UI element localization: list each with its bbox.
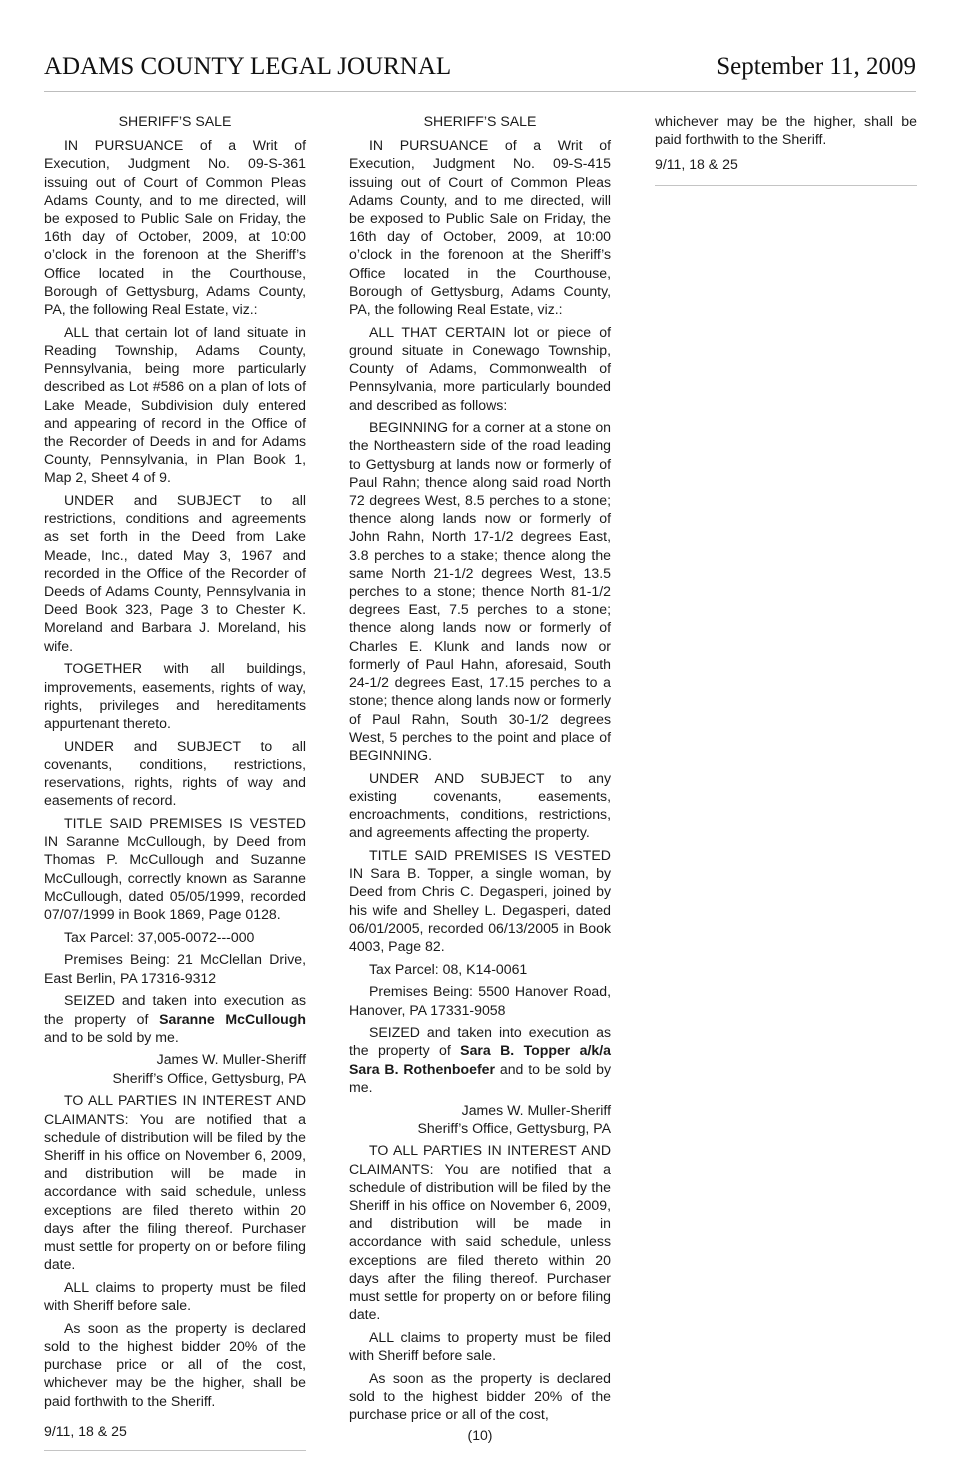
title-vested-paragraph: TITLE SAID PREMISES IS VESTED IN Saranne McCullough, by Deed from Thomas P. McCullough and Suzanne McCullough, correctly known as Saranne McCullough, dated 05/05/1999, recorded 07/07/1999 in Book 1869, Page 0128. bbox=[44, 815, 306, 923]
sheriff-office: Sheriff’s Office, Gettysburg, PA bbox=[417, 1119, 611, 1136]
appurtenances-paragraph: TOGETHER with all buildings, improvements, easements, rights of way, rights, privileges and hereditaments appurtenant thereto. bbox=[44, 660, 306, 731]
metes-and-bounds: BEGINNING for a corner at a stone on the Northeastern side of the road leading to Gettysburg at lands now or formerly of Paul Rahn; thence along said road North 72 degrees West, 8.5 perches to a stone; thence along lands now or formerly of John Rahn, North 17-1/2 degrees East, 3.8 perches to a stake; thence along the same North 21-1/2 degrees West, 13.5 perches to a stone; thence North 81-1/2 degrees East, 7.5 perches to a stone; thence along lands now or formerly of Charles E. Klunk and lands now or formerly of Paul Hahn, aforesaid, South 24-1/2 degrees East, 17.15 perches to a stone; thence along lands now or formerly of Paul Rahn, South 30-1/2 degrees West, 5 perches to the point and place of BEGINNING. bbox=[349, 419, 611, 763]
claimants-notice: TO ALL PARTIES IN INTEREST AND CLAIMANTS: You are notified that a schedule of distribution will be filed by the Sheriff in his office on November 6, 2009, and distribution will be made in accordance with said schedule, unless exceptions are filed thereto within 20 days after the filing thereof. Purchaser must settle for property on or before filing date. bbox=[44, 1092, 306, 1273]
payment-terms: As soon as the property is declared sold to the highest bidder 20% of the purchase price or all of the cost, whichever may be the higher, shall be paid forthwith to the Sheriff. bbox=[44, 1319, 306, 1409]
publication-dates: 9/11, 18 & 25 bbox=[44, 1422, 127, 1439]
premises-address: Premises Being: 5500 Hanover Road, Hanover, PA 17331-9058 bbox=[349, 983, 611, 1018]
premises-address: Premises Being: 21 McClellan Drive, East Berlin, PA 17316-9312 bbox=[44, 951, 306, 986]
page-number: (10) bbox=[467, 1427, 493, 1443]
sale-heading: SHERIFF’S SALE bbox=[118, 113, 232, 129]
notice-end-divider bbox=[655, 185, 917, 186]
sheriff-office: Sheriff’s Office, Gettysburg, PA bbox=[112, 1069, 306, 1086]
claims-paragraph: ALL claims to property must be filed with Sheriff before sale. bbox=[44, 1278, 306, 1314]
sheriff-name: James W. Muller-Sheriff bbox=[156, 1051, 306, 1068]
claimants-notice: TO ALL PARTIES IN INTEREST AND CLAIMANTS: You are notified that a schedule of distribution will be filed by the Sheriff in his office on November 6, 2009, and distribution will be made in accordance with said schedule, unless exceptions are filed thereto within 20 days after the filing thereof. Purchaser must settle for property on or before filing date. bbox=[349, 1142, 611, 1323]
publication-dates: 9/11, 18 & 25 bbox=[655, 156, 738, 173]
property-description: ALL THAT CERTAIN lot or piece of ground situate in Conewago Township, County of Adams, Commonwealth of Pennsylvania, more particularly bounded and described as follows: bbox=[349, 323, 611, 413]
journal-title: ADAMS COUNTY LEGAL JOURNAL bbox=[44, 53, 452, 80]
notice-end-divider bbox=[44, 1450, 306, 1451]
defendant-name: Saranne McCullough bbox=[159, 1010, 307, 1027]
title-vested-paragraph: TITLE SAID PREMISES IS VESTED IN Sara B. Topper, a single woman, by Deed from Chris C. Degasperi, joined by his wife and Shelley L. Degasperi, dated 06/01/2005, recorded 06/13/2005 in Book 4003, Page 82. bbox=[349, 846, 611, 954]
pursuance-paragraph: IN PURSUANCE of a Writ of Execution, Judgment No. 09-S-415 issuing out of Court of Common Pleas Adams County, and to me directed, will be exposed to Public Sale on Friday, the 16th day of October, 2009, at 10:00 o’clock in the forenoon at the Sheriff’s Office located in the Courthouse, Borough of Gettysburg, Adams County, PA, the following Real Estate, viz.: bbox=[349, 137, 611, 318]
payment-terms: As soon as the property is declared sold to the highest bidder 20% of the purchase price or all of the cost, bbox=[349, 1369, 611, 1423]
claims-paragraph: ALL claims to property must be filed with Sheriff before sale. bbox=[349, 1329, 611, 1364]
covenants-paragraph: UNDER and SUBJECT to all covenants, conditions, restrictions, reservations, rights, rights of way and easements of record. bbox=[44, 737, 306, 809]
notice-column-2 bbox=[349, 112, 611, 1428]
sale-heading: SHERIFF’S SALE bbox=[423, 113, 537, 129]
issue-date: September 11, 2009 bbox=[716, 53, 916, 80]
header-divider bbox=[44, 91, 916, 92]
restrictions-paragraph: UNDER and SUBJECT to all restrictions, conditions and agreements as set forth in the Deed from Lake Meade, Inc., dated May 3, 1967 and recorded in the Office of the Recorder of Deeds of Adams County, Pennsylvania in Deed Book 323, Page 3 to Chester K. Moreland and Barbara J. Moreland, his wife. bbox=[44, 492, 306, 654]
notice-column-1 bbox=[44, 112, 306, 1451]
sheriff-name: James W. Muller-Sheriff bbox=[461, 1101, 611, 1118]
seized-paragraph: SEIZED and taken into execution as the property of Saranne McCullough and to be sold by me. bbox=[44, 992, 307, 1045]
tax-parcel: Tax Parcel: 37,005-0072---000 bbox=[64, 928, 255, 945]
defendant-name: Sara B. Topper a/k/a Sara B. Rothenboefer bbox=[349, 1042, 612, 1077]
covenants-paragraph: UNDER AND SUBJECT to any existing covenants, easements, encroachments, conditions, restrictions, and agreements affecting the property. bbox=[349, 769, 611, 841]
property-description: ALL that certain lot of land situate in Reading Township, Adams County, Pennsylvania, being more particularly described as Lot #586 on a plan of lots of Lake Meade, Subdivision duly entered and appearing of record in the Office of the Recorder of Deeds in and for Adams County, Pennsylvania, in Plan Book 1, Map 2, Sheet 4 of 9. bbox=[44, 323, 306, 486]
payment-terms-continued: whichever may be the higher, shall be paid forthwith to the Sheriff. bbox=[655, 113, 917, 148]
journal-header bbox=[44, 52, 916, 82]
tax-parcel: Tax Parcel: 08, K14-0061 bbox=[369, 960, 528, 977]
seized-paragraph: SEIZED and taken into execution as the property of Sara B. Topper a/k/a Sara B. Rothenboefer and to be sold by me. bbox=[349, 1024, 612, 1095]
pursuance-paragraph: IN PURSUANCE of a Writ of Execution, Judgment No. 09-S-361 issuing out of Court of Common Pleas Adams County, and to me directed, will be exposed to Public Sale on Friday, the 16th day of October, 2009, at 10:00 o’clock in the forenoon at the Sheriff’s Office located in the Courthouse, Borough of Gettysburg, Adams County, PA, the following Real Estate, viz.: bbox=[44, 137, 306, 318]
notice-column-3 bbox=[655, 112, 917, 186]
